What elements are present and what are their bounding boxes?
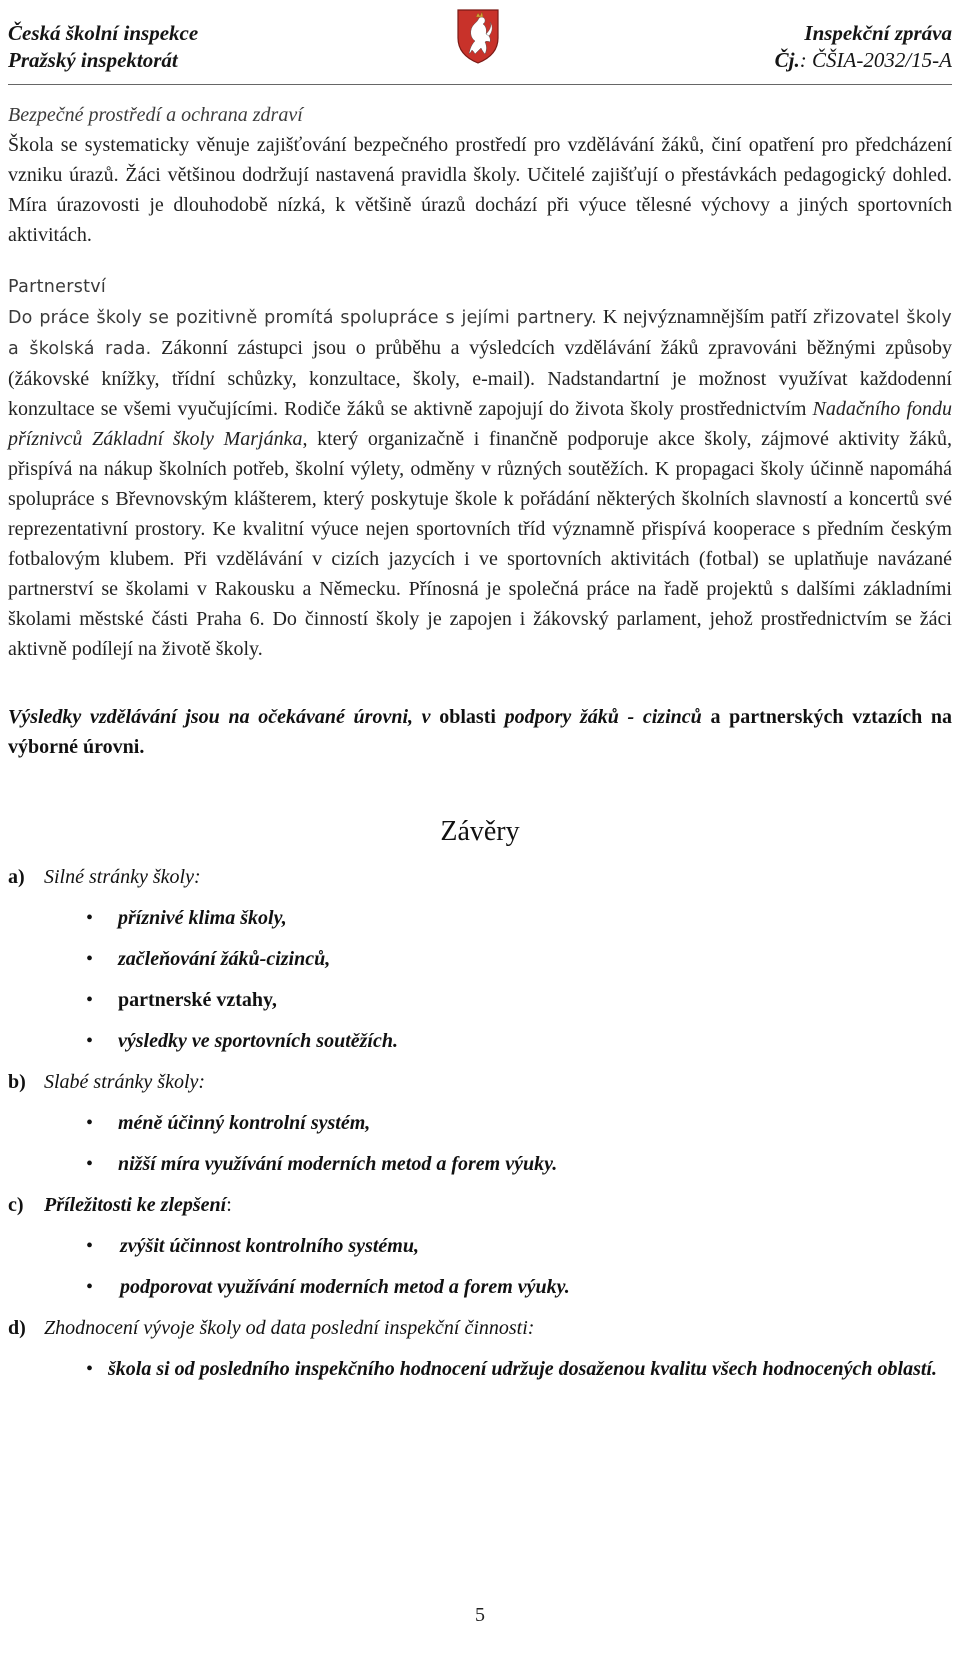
summary-part4: a partnerských vztazích na výborné úrovni. [8,706,952,758]
header-org-line2: Pražský inspektorát [8,48,178,72]
list-item [8,1272,952,1302]
strength-3: partnerské vztahy, [118,989,277,1011]
section-d-heading [8,1313,952,1343]
safety-body: Škola se systematicky věnuje zajišťování bezpečného prostředí pro vzdělávání žáků, činí opatření pro předcházení vzniku úrazů. Žáci většinou dodržují nastavená pravidla školy. Učitelé zajišťují o přestávkách pedagogický dohled. Míra úrazovosti je dlouhodobě nízká, k většině úrazů dochází při výuce tělesné výchovy a jiných sportovních aktivitách. [8,134,952,246]
spacer [8,250,952,272]
section-d-label: Zhodnocení vývoje školy od data poslední inspekční činnosti: [44,1317,535,1339]
list-item [8,1026,952,1056]
summary-part2: oblasti [439,706,505,728]
list-item [8,1354,952,1384]
evaluation-1: škola si od posledního inspekčního hodnocení udržuje dosaženou kvalitu všech hodnocených oblastí. [108,1358,937,1380]
page-header [8,20,952,80]
partnership-p2-sans: zřizovatel školy a školská rada. [8,308,952,359]
weakness-2: nižší míra využívání moderních metod a forem výuky. [118,1153,558,1175]
header-org-line1: Česká školní inspekce [8,21,199,45]
weakness-1: méně účinný kontrolní systém, [118,1112,371,1134]
partnership-heading: Partnerství [8,277,107,297]
section-a-label: Silné stránky školy: [44,866,201,888]
section-d-letter: d) [8,1317,26,1339]
section-c-label: Příležitosti ke zlepšení [44,1194,227,1216]
section-a-heading [8,862,952,892]
fund-name: Nadačního fondu příznivců Základní školy Marjánka [8,398,952,450]
section-b-heading [8,1067,952,1097]
safety-heading: Bezpečné prostředí a ochrana zdraví [8,104,303,126]
summary-part1: Výsledky vzdělávání jsou na očekávané úrovni, v [8,706,440,728]
improvement-2: podporovat využívání moderních metod a forem výuky. [120,1276,570,1298]
list-item [8,1149,952,1179]
header-ref-label: Čj. [774,48,800,72]
list-item [8,903,952,933]
partnership-p1-serif: K nejvýznamnějším patří [596,306,813,328]
czech-lion-emblem-icon [456,8,500,64]
partnership-p3: , který organizačně i finančně podporuje akce školy, zájmové aktivity žáků, přispívá na nákup školních potřeb, školní výlety, odměny v různých soutěžích. K propagaci školy účinně napomáhá spolupráce s Břevnovským klášterem, který poskytuje škole k pořádání některých školních slavností a koncertů své reprezentativní prostory. Ke kvalitní výuce nejen sportovních tříd významně přispívá kooperace s předním českým fotbalovým klubem. Při vzdělávání v cizích jazycích i ve sportovních aktivitách (fotbal) se uplatňuje navázané partnerství se školami v Rakousku a Německu. Přínosná je společná práce na řadě projektů s dalšími základními školami městské části Praha 6. Do činností školy je zapojen i žákovský parlament, jehož prostřednictvím se žáci aktivně podílejí na životě školy. [8,428,952,660]
document-body [8,100,952,1395]
header-doc-type: Inspekční zpráva [804,21,952,45]
section-c-letter: c) [8,1194,24,1216]
page-number: 5 [475,1604,485,1626]
list-item [8,985,952,1015]
improvements-list [8,1231,952,1302]
evaluation-list [8,1354,952,1384]
list-item [8,1231,952,1261]
section-b-letter: b) [8,1071,26,1093]
conclusions-title: Závěry [440,816,520,847]
header-org [8,20,198,74]
strength-4: výsledky ve sportovních soutěžích. [118,1030,398,1052]
header-doc [775,20,952,74]
weaknesses-list [8,1108,952,1179]
section-c-colon: : [226,1194,232,1216]
partnership-p1-sans: Do práce školy se pozitivně promítá spolupráce s jejími partnery. [8,308,597,328]
header-ref [775,47,952,74]
section-b-label: Slabé stránky školy: [44,1071,206,1093]
strengths-list [8,903,952,1056]
header-divider [8,84,952,85]
improvement-1: zvýšit účinnost kontrolního systému, [120,1235,419,1257]
partnership-paragraph [8,302,952,664]
section-a-letter: a) [8,866,25,888]
list-item [8,944,952,974]
section-c-heading [8,1190,952,1220]
strength-1: příznivé klima školy, [118,907,287,929]
header-ref-value: : ČŠIA-2032/15-A [799,48,952,72]
summary-part3: podpory žáků - cizinců [504,706,702,728]
list-item [8,1108,952,1138]
partnership-p2-serif: Zákonní zástupci jsou o průběhu a výsledcích vzdělávání žáků zpravováni běžnými způsoby (žákovské knížky, třídní schůzky, konzultace, školy, e-mail). Nadstandartní je možnost využívat každodenní konzultace se všemi vyučujícími. Rodiče žáků se aktivně zapojují do života školy prostřednictvím [8,337,952,420]
results-summary [8,702,952,762]
safety-paragraph [8,130,952,250]
spacer [8,664,952,702]
strength-2: začleňování žáků-cizinců, [118,948,331,970]
